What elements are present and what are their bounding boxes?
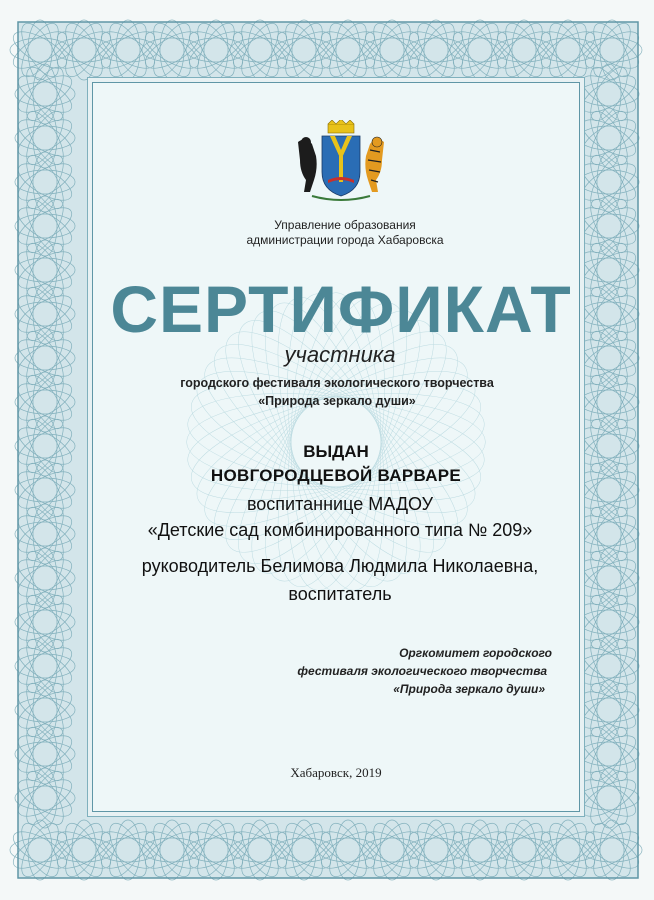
recipient-line-3: руководитель Белимова Людмила Николаевна, <box>141 556 539 576</box>
recipient-line-1: воспитаннице МАДОУ <box>246 494 434 514</box>
committee-line-1: Оргкомитет городского <box>399 646 552 660</box>
org-line-2: администрации города Хабаровска <box>246 233 444 247</box>
recipient-line-2: «Детские сад комбинированного типа № 209» <box>147 520 533 540</box>
festival-line-2: «Природа зеркало души» <box>258 394 416 408</box>
committee-line-3: «Природа зеркало души» <box>393 682 545 696</box>
org-line-1: Управление образования <box>274 218 416 232</box>
organization-name <box>240 218 450 248</box>
certificate-subtitle: участника <box>284 342 396 367</box>
committee-line-2: фестиваля экологического творчества <box>297 664 547 678</box>
issued-label: ВЫДАН <box>303 442 369 461</box>
recipient-line-4: воспитатель <box>288 584 392 604</box>
certificate-title: СЕРТИФИКАТ <box>110 272 572 346</box>
recipient-name: НОВГОРОДЦЕВОЙ ВАРВАРЕ <box>210 466 462 485</box>
festival-line-1: городского фестиваля экологического творчества <box>180 376 494 390</box>
khabarovsk-coat-of-arms-icon <box>292 120 390 204</box>
city-year: Хабаровск, 2019 <box>290 765 382 780</box>
